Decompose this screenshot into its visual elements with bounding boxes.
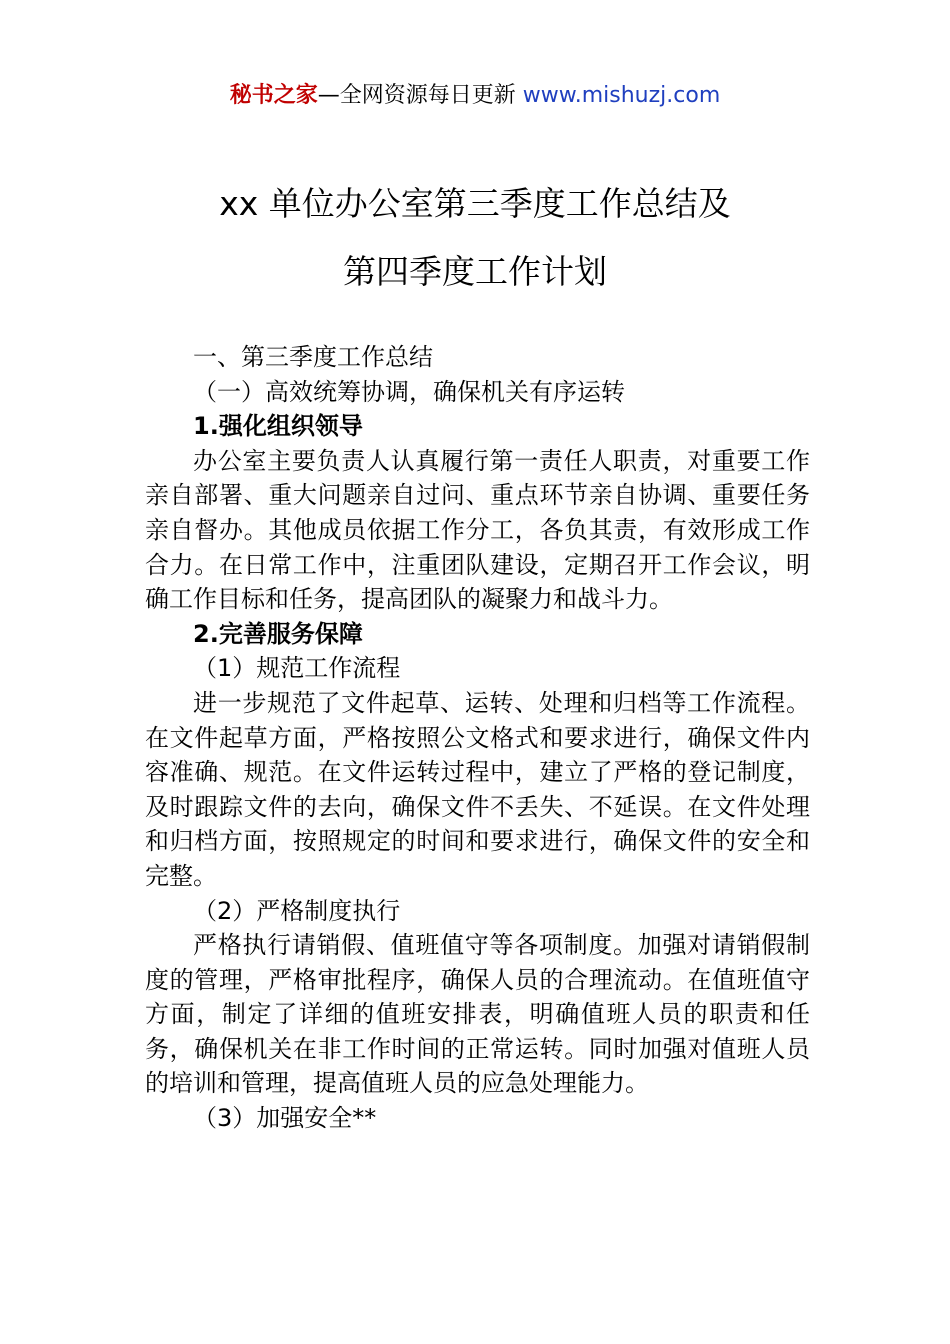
sub-item-heading: （3）加强安全** — [193, 1104, 377, 1133]
item-heading: 2.完善服务保障 — [193, 619, 363, 648]
document-title-line-2: 第四季度工作计划 — [343, 252, 607, 291]
subsection-heading: （一）高效统筹协调，确保机关有序运转 — [193, 377, 625, 406]
section-heading: 一、第三季度工作总结 — [193, 343, 433, 371]
header-tagline: —全网资源每日更新 — [317, 83, 516, 108]
document-title-line-1: xx 单位办公室第三季度工作总结及 — [219, 184, 731, 223]
sub-item-heading: （1）规范工作流程 — [193, 654, 401, 683]
item-heading: 1.强化组织领导 — [193, 412, 363, 441]
document-body — [145, 340, 810, 1136]
paragraph: 办公室主要负责人认真履行第一责任人职责，对重要工作亲自部署、重大问题亲自过问、重点环节亲自协调、重要任务亲自督办。其他成员依据工作分工，各负其责，有效形成工作合力。在日常工作中，注重团队建设，定期召开工作会议，明确工作目标和任务，提高团队的凝聚力和战斗力。 — [145, 446, 810, 614]
paragraph: 严格执行请销假、值班值守等各项制度。加强对请销假制度的管理，严格审批程序，确保人员的合理流动。在值班值守方面，制定了详细的值班安排表，明确值班人员的职责和任务，确保机关在非工作时间的正常运转。同时加强对值班人员的培训和管理，提高值班人员的应急处理能力。 — [145, 931, 810, 1098]
page-header — [0, 80, 950, 112]
paragraph: 进一步规范了文件起草、运转、处理和归档等工作流程。在文件起草方面，严格按照公文格式和要求进行，确保文件内容准确、规范。在文件运转过程中，建立了严格的登记制度，及时跟踪文件的去向，确保文件不丢失、不延误。在文件处理和归档方面，按照规定的时间和要求进行，确保文件的安全和完整。 — [145, 688, 810, 890]
sub-item-heading: （2）严格制度执行 — [193, 896, 401, 925]
brand-name: 秘书之家 — [229, 83, 318, 108]
site-url-link[interactable]: www.mishuzj.com — [522, 83, 721, 108]
